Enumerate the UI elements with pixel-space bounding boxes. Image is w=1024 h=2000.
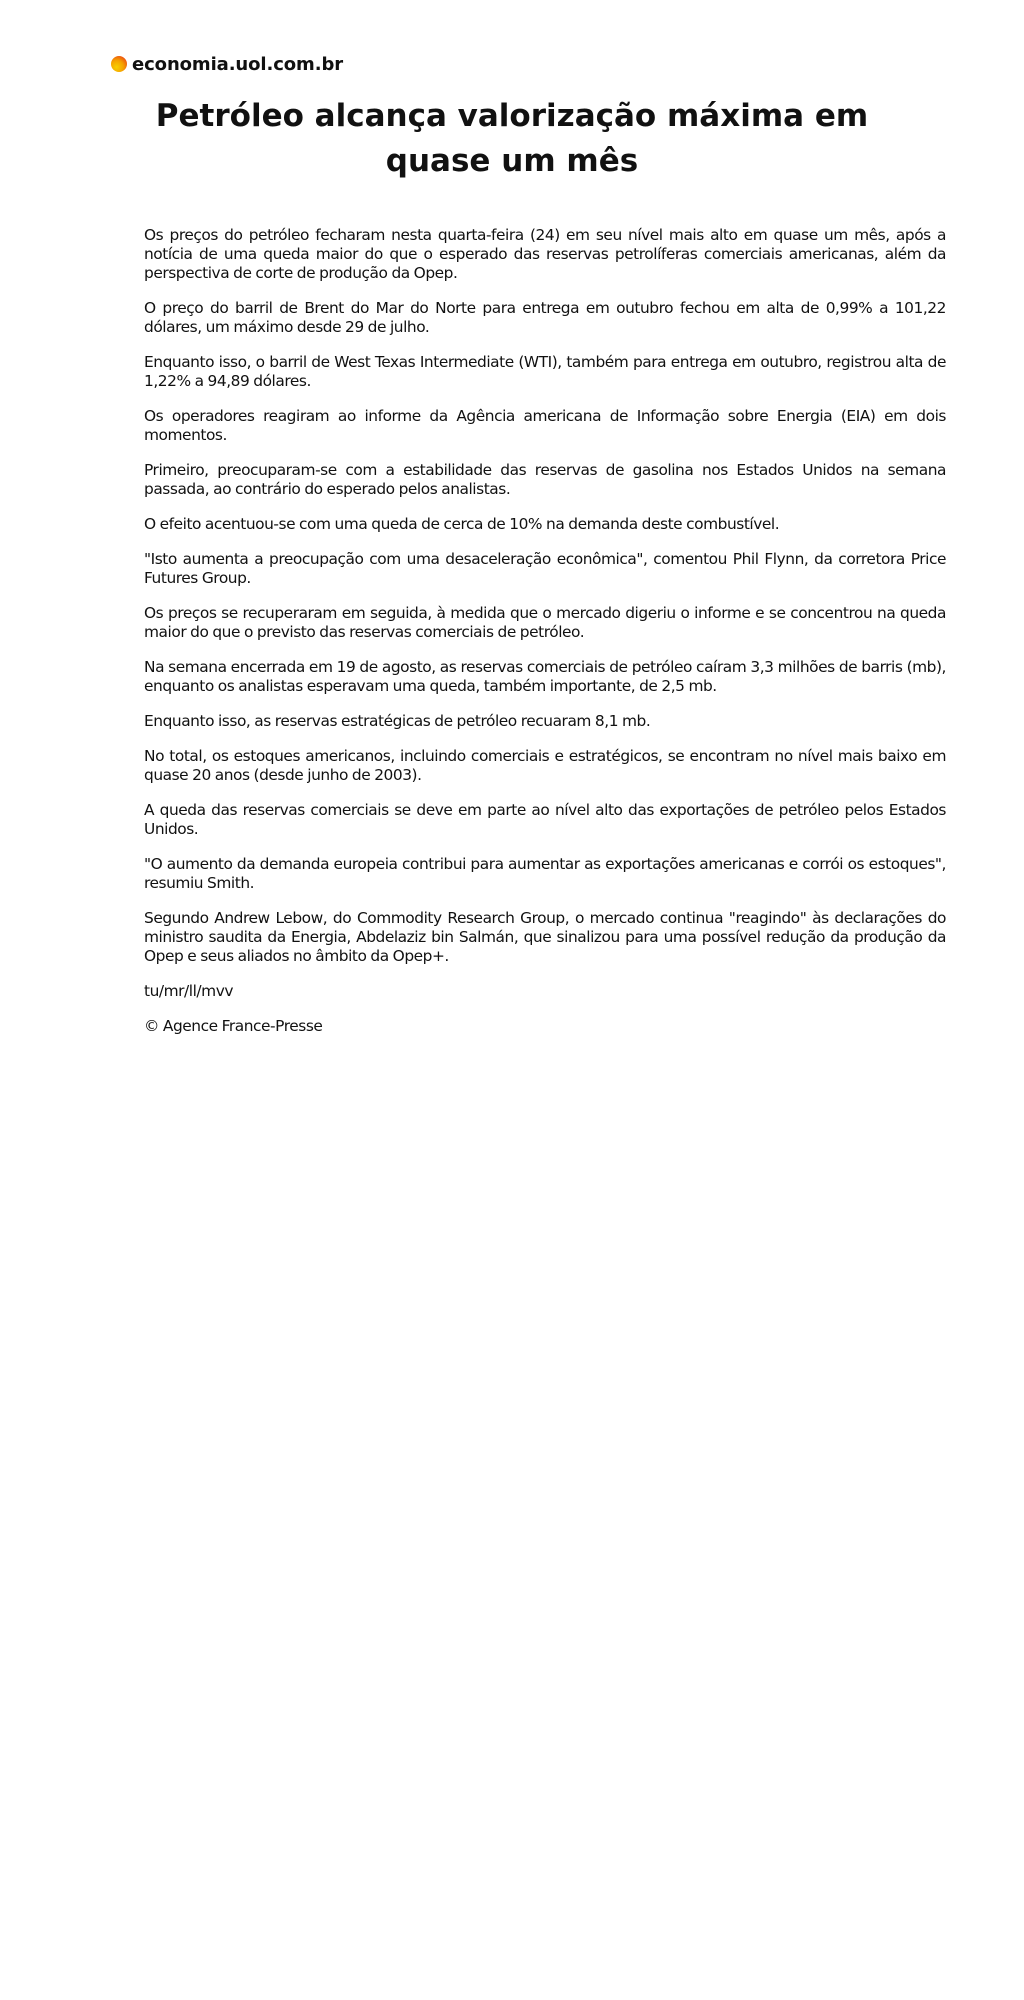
site-masthead (111, 53, 343, 75)
article-paragraph: Na semana encerrada em 19 de agosto, as reservas comerciais de petróleo caíram 3,3 milhões de barris (mb), enquanto os analistas esperavam uma queda, também importante, de 2,5 mb. (144, 658, 946, 695)
article-body (144, 226, 946, 1052)
article-paragraph: Os preços se recuperaram em seguida, à medida que o mercado digeriu o informe e se concentrou na queda maior do que o previsto das reservas comerciais de petróleo. (144, 604, 946, 641)
article-title: Petróleo alcança valorização máxima em quase um mês (155, 98, 869, 179)
article-paragraph: Primeiro, preocuparam-se com a estabilidade das reservas de gasolina nos Estados Unidos na semana passada, ao contrário do esperado pelos analistas. (144, 461, 946, 498)
article-paragraph: Segundo Andrew Lebow, do Commodity Research Group, o mercado continua "reagindo" às declarações do ministro saudita da Energia, Abdelaziz bin Salmán, que sinalizou para uma possível redução da produção da Opep e seus aliados no âmbito da Opep+. (144, 909, 946, 965)
article-paragraph: Enquanto isso, as reservas estratégicas de petróleo recuaram 8,1 mb. (144, 712, 651, 730)
article-paragraph: No total, os estoques americanos, incluindo comerciais e estratégicos, se encontram no nível mais baixo em quase 20 anos (desde junho de 2003). (144, 747, 946, 784)
article-paragraph: O efeito acentuou-se com uma queda de cerca de 10% na demanda deste combustível. (144, 515, 780, 533)
article-paragraph: Enquanto isso, o barril de West Texas Intermediate (WTI), também para entrega em outubro, registrou alta de 1,22% a 94,89 dólares. (144, 353, 946, 390)
byline-codes: tu/mr/ll/mvv (144, 982, 234, 1000)
article-paragraph: Os preços do petróleo fecharam nesta quarta-feira (24) em seu nível mais alto em quase um mês, após a notícia de uma queda maior do que o esperado das reservas petrolíferas comerciais americanas, além da perspectiva de corte de produção da Opep. (144, 226, 946, 282)
uol-orb-icon (111, 56, 127, 72)
article-paragraph: "Isto aumenta a preocupação com uma desaceleração econômica", comentou Phil Flynn, da corretora Price Futures Group. (144, 550, 946, 587)
article-paragraph: Os operadores reagiram ao informe da Agência americana de Informação sobre Energia (EIA) em dois momentos. (144, 407, 946, 444)
article-paragraph: A queda das reservas comerciais se deve em parte ao nível alto das exportações de petróleo pelos Estados Unidos. (144, 801, 946, 838)
article-paragraph: O preço do barril de Brent do Mar do Norte para entrega em outubro fechou em alta de 0,99% a 101,22 dólares, um máximo desde 29 de julho. (144, 299, 946, 336)
site-name[interactable]: economia.uol.com.br (132, 53, 344, 75)
copyright-notice: © Agence France-Presse (144, 1017, 323, 1035)
article-paragraph: "O aumento da demanda europeia contribui para aumentar as exportações americanas e corrói os estoques", resumiu Smith. (144, 855, 946, 892)
